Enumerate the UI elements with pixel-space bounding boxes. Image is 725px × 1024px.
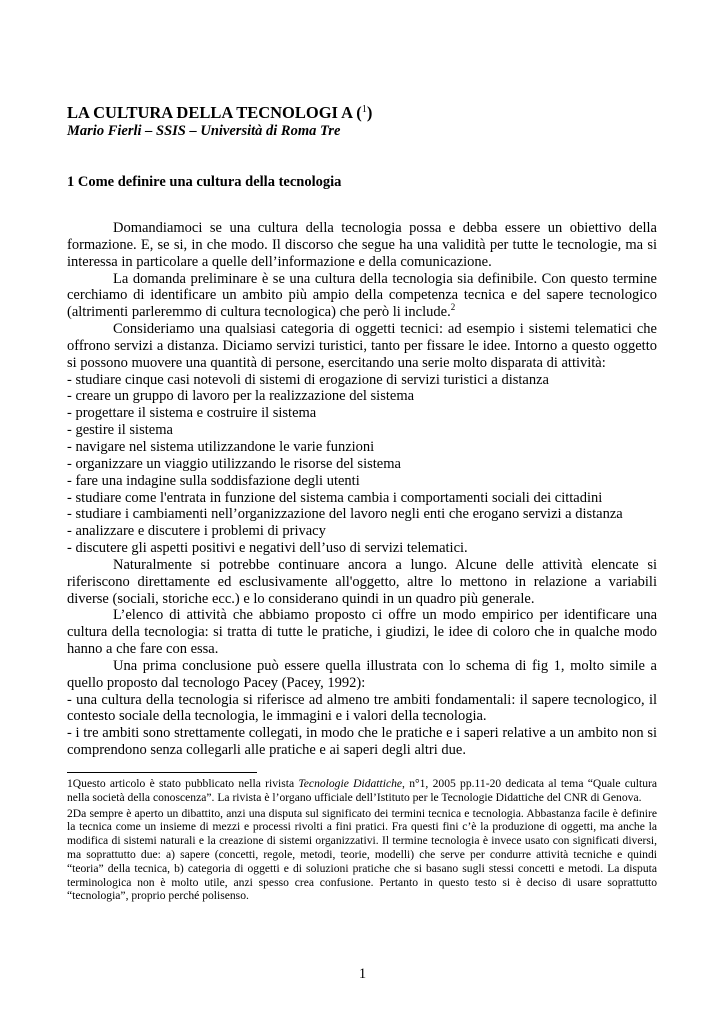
list-item: - studiare come l'entrata in funzione del sistema cambia i comportamenti sociali dei cittadini — [67, 489, 603, 506]
footnote-1: 1Questo articolo è stato pubblicato nella rivista Tecnologie Didattiche, n°1, 2005 pp.11-20 dedicata al tema “Quale cultura nella società della conoscenza”. La rivista è l’organo ufficiale dell’Istituto per le Tecnologie Didattiche del CNR di Genova. — [67, 777, 657, 804]
paragraph-3: Consideriamo una qualsiasi categoria di oggetti tecnici: ad esempio i sistemi telematici che offrono servizi a distanza. Diciamo servizi turistici, tanto per fissare le idee. Intorno a questo oggetto si possono muovere una quantità di persone, esercitando una serie molto disparata di attività: — [67, 321, 657, 371]
author-line: Mario Fierli – SSIS – Università di Roma Tre — [67, 123, 341, 139]
section-heading: 1 Come definire una cultura della tecnologia — [67, 174, 342, 190]
footnote-separator — [67, 772, 257, 773]
paragraph-8: - i tre ambiti sono strettamente collegati, in modo che le pratiche e i saperi relative a un ambito non si comprendono senza collegarli alle pratiche e ai saperi degli altri due. — [67, 725, 657, 759]
paragraph-4: Naturalmente si potrebbe continuare ancora a lungo. Alcune delle attività elencate si riferiscono direttamente ed esclusivamente all'oggetto, altre lo mettono in relazione a variabili diverse (sociali, storiche ecc.) e lo considerano quindi in un quadro più generale. — [67, 556, 657, 607]
paragraph-5: L’elenco di attività che abbiamo proposto ci offre un modo empirico per identificare una cultura della tecnologia: si tratta di tutte le pratiche, i giudizi, le idee di coloro che in qualche modo hanno a che fare con essa. — [67, 607, 657, 658]
paragraph-1: Domandiamoci se una cultura della tecnologia possa e debba essere un obiettivo della formazione. E, se si, in che modo. Il discorso che segue ha una validità per tutte le tecnologie, ma si interessa in particolare a quelle dell’informazione e della comunicazione. — [67, 220, 657, 270]
activity-list — [67, 372, 657, 557]
list-item: - navigare nel sistema utilizzandone le varie funzioni — [67, 438, 375, 455]
paragraph-6: Una prima conclusione può essere quella illustrata con lo schema di fig 1, molto simile a quello proposto dal tecnologo Pacey (Pacey, 1992): — [67, 657, 657, 691]
footnote-number: 2 — [67, 806, 73, 820]
document-page — [67, 100, 657, 905]
footnotes — [67, 777, 657, 903]
footnote-2: 2Da sempre è aperto un dibattito, anzi una disputa sul significato dei termini tecnica e tecnologia. Abbastanza facile è definire la tecnica come un insieme di mezzi e processi rivolti a fini pratici. Fra questi fini c’è la produzione di oggetti, ma anche la modifica di sistemi naturali e la creazione di sistemi organizzativi. Il termine tecnologia è invece usato con significati diversi, ma soprattutto due: a) sapere (concetti, regole, metodi, teorie, modelli) che serve per condurre attività tecniche e quindi “teoria” della tecnica, b) categoria di oggetti e di soluzioni pratiche che si basano sugli stessi concetti e metodi. La disputa terminologica non è molto utile, anzi spesso crea confusione. Pertanto in questo testo si è deciso di usare soprattutto “tecnologia”, proprio perché polisenso. — [67, 806, 657, 903]
list-item: - creare un gruppo di lavoro per la realizzazione del sistema — [67, 388, 415, 405]
list-item: - progettare il sistema e costruire il sistema — [67, 405, 317, 422]
list-item: - discutere gli aspetti positivi e negativi dell’uso di servizi telematici. — [67, 540, 468, 557]
list-item: - studiare i cambiamenti nell’organizzazione del lavoro negli enti che erogano servizi a distanza — [67, 506, 623, 523]
list-item: - analizzare e discutere i problemi di privacy — [67, 523, 326, 540]
list-item: - fare una indagine sulla soddisfazione degli utenti — [67, 472, 360, 489]
paragraph-7: - una cultura della tecnologia si riferisce ad almeno tre ambiti fondamentali: il sapere tecnologico, il contesto sociale della tecnologia, le immagini e i valori della tecnologia. — [67, 691, 657, 725]
journal-title: Tecnologie Didattiche — [298, 777, 403, 790]
body-text — [67, 220, 657, 759]
list-item: - gestire il sistema — [67, 422, 173, 439]
list-item: - organizzare un viaggio utilizzando le risorse del sistema — [67, 455, 401, 472]
footnote-ref-2[interactable]: 2 — [450, 302, 456, 313]
footnote-number: 1 — [67, 777, 73, 790]
document-title: LA CULTURA DELLA TECNOLOGI A ($^1$) — [67, 103, 373, 122]
list-item: - studiare cinque casi notevoli di sistemi di erogazione di servizi turistici a distanza — [67, 371, 549, 388]
paragraph-2: La domanda preliminare è se una cultura della tecnologia sia definibile. Con questo termine cerchiamo di identificare un ambito più ampio della competenza tecnica e del sapere tecnologico (altrimenti parleremmo di cultura tecnologica) che però li include.$^2$ — [67, 270, 657, 321]
title-footnote-ref[interactable]: 1 — [361, 104, 367, 115]
page-number: 1 — [358, 966, 367, 982]
